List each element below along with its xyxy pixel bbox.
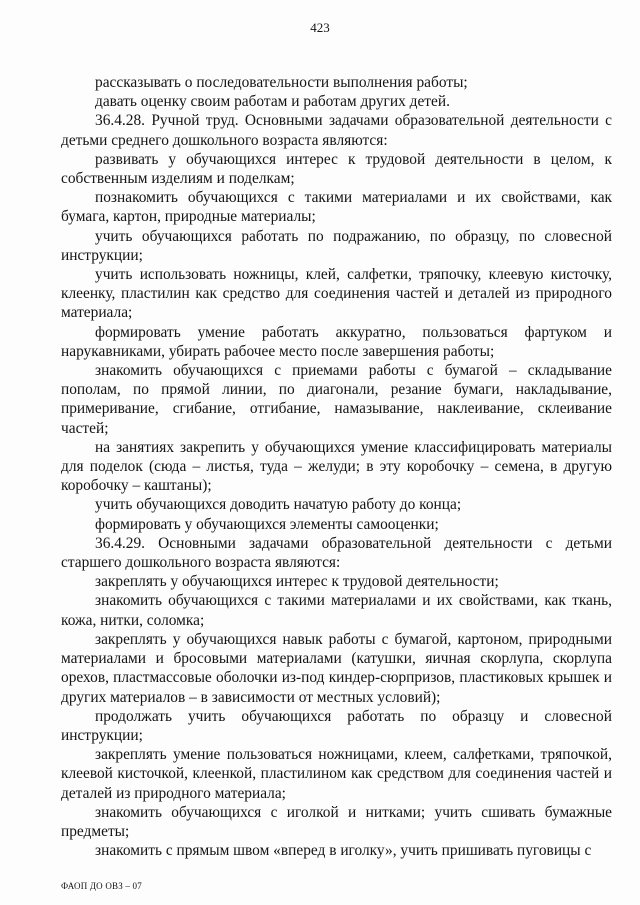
paragraph: знакомить обучающихся с приемами работы с бумагой – складывание пополам, по прямой линии, по диагонали, резание бумаги, накладывание, примеривание, сгибание, отгибание, намазывание, наклеивание, склеивание частей;	[61, 362, 612, 437]
paragraph: учить использовать ножницы, клей, салфетки, тряпочку, клеевую кисточку, клеенку, пластилин как средство для соединения частей и деталей из природного материала;	[61, 266, 612, 322]
body-text	[61, 73, 612, 860]
paragraph: знакомить обучающихся с иголкой и нитками; учить сшивать бумажные предметы;	[61, 803, 612, 840]
paragraph: закреплять умение пользоваться ножницами, клеем, салфетками, тряпочкой, клеевой кисточкой, клеенкой, пластилином как средством для соединения частей и деталей из природного материала;	[61, 746, 612, 802]
paragraph: знакомить обучающихся с такими материалами и их свойствами, как ткань, кожа, нитки, соломка;	[61, 592, 612, 629]
page-number: 423	[310, 20, 330, 35]
paragraph: знакомить с прямым швом «вперед в иголку», учить пришивать пуговицы с	[95, 842, 592, 860]
paragraph: учить обучающихся работать по подражанию, по образцу, по словесной инструкции;	[61, 227, 612, 264]
paragraph: учить обучающихся доводить начатую работу до конца;	[95, 496, 462, 514]
paragraph: на занятиях закрепить у обучающихся умение классифицировать материалы для поделок (сюда – листья, туда – желуди; в эту коробочку – семена, в другую коробочку – каштаны);	[61, 438, 612, 495]
paragraph: рассказывать о последовательности выполнения работы;	[95, 74, 468, 91]
paragraph: закреплять у обучающихся навык работы с бумагой, картоном, природными материалами и бросовыми материалами (катушки, яичная скорлупа, скорлупа орехов, пластмассовые оболочки из-под киндер-сюрпризов, пластиковых крышек и других материалов – в зависимости от местных условий);	[61, 630, 612, 706]
paragraph: 36.4.29. Основными задачами образовательной деятельности с детьми старшего дошкольного возраста являются:	[61, 534, 612, 572]
paragraph: закреплять у обучающихся интерес к трудовой деятельности;	[95, 573, 499, 591]
paragraph: продолжать учить обучающихся работать по образцу и словесной инструкции;	[61, 707, 612, 744]
paragraph: давать оценку своим работам и работам других детей.	[95, 93, 450, 111]
page-footer: ФАОП ДО ОВЗ – 07	[61, 881, 142, 891]
paragraph: познакомить обучающихся с такими материалами и их свойствами, как бумага, картон, природные материалы;	[61, 189, 612, 226]
paragraph: формировать у обучающихся элементы самооценки;	[95, 515, 439, 533]
paragraph: развивать у обучающихся интерес к трудовой деятельности в целом, к собственным изделиям и поделкам;	[61, 150, 612, 188]
paragraph: 36.4.28. Ручной труд. Основными задачами образовательной деятельности с детьми среднего дошкольного возраста являются:	[61, 112, 612, 149]
paragraph: формировать умение работать аккуратно, пользоваться фартуком и нарукавниками, убирать рабочее место после завершения работы;	[61, 323, 612, 360]
